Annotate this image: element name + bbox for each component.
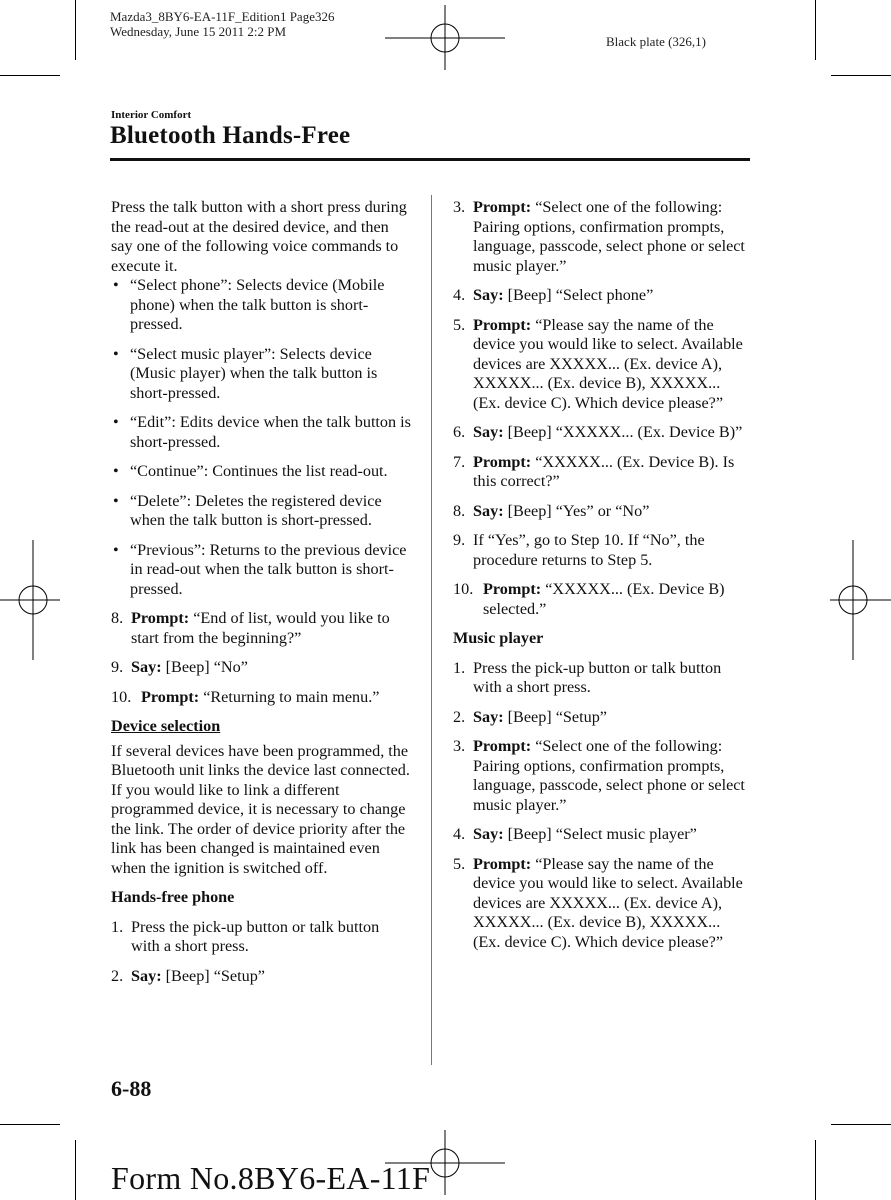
crop-mark	[75, 1140, 76, 1200]
list-item: • “Previous”: Returns to the previous device in read-out when the talk button is short-pressed.	[113, 540, 407, 598]
left-column	[111, 198, 411, 996]
device-selection-heading: Device selection	[111, 717, 221, 735]
step-item: 5. Prompt: “Please say the name of the device you would like to select. Available devices are XXXXX... (Ex. device A), XXXXX... (Ex. device B), XXXXX... (Ex. device C). Which device please?”	[453, 315, 743, 412]
step-item: 2. Say: [Beep] “Setup”	[453, 707, 607, 726]
page-number: 6-88	[111, 1076, 152, 1101]
list-item: • “Delete”: Deletes the registered device when the talk button is short-pressed.	[113, 491, 382, 529]
crop-mark	[831, 75, 891, 76]
page-title: Bluetooth Hands-Free	[110, 122, 351, 149]
list-item: • “Edit”: Edits device when the talk button is short-pressed.	[113, 413, 411, 451]
registration-mark-left	[0, 540, 60, 660]
step-item: 8. Say: [Beep] “Yes” or “No”	[453, 501, 650, 520]
device-selection-paragraph: If several devices have been programmed, the Bluetooth unit links the device last connected. If you would like to link a different programmed device, it is necessary to change the link. The order of device priority after the link has been changed is maintained even when the ignition is switched off.	[111, 741, 410, 877]
print-header-file: Mazda3_8BY6-EA-11F_Edition1 Page326	[110, 9, 335, 24]
crop-mark	[815, 1140, 816, 1200]
voice-command-list	[111, 276, 411, 599]
crop-mark	[0, 1124, 60, 1125]
registration-mark-right	[830, 540, 891, 660]
step-item: 3. Prompt: “Select one of the following: Pairing options, confirmation prompts, language, passcode, select phone or select music player.”	[453, 737, 745, 814]
step-item: 6. Say: [Beep] “XXXXX... (Ex. Device B)”	[453, 423, 743, 441]
crop-mark	[815, 0, 816, 60]
step-item: 7. Prompt: “XXXXX... (Ex. Device B). Is this correct?”	[453, 452, 735, 490]
music-player-heading: Music player	[453, 629, 544, 647]
intro-paragraph: Press the talk button with a short press during the read-out at the desired device, and then say one of the following voice commands to execute it.	[111, 198, 407, 275]
step-item: 4. Say: [Beep] “Select music player”	[453, 825, 697, 843]
step-item: 10. Prompt: “XXXXX... (Ex. Device B) selected.”	[453, 580, 725, 618]
registration-mark-top	[385, 5, 505, 70]
column-divider	[431, 195, 432, 1065]
hands-free-heading: Hands-free phone	[111, 888, 235, 906]
step-item: 8. Prompt: “End of list, would you like to start from the beginning?”	[111, 609, 390, 647]
crop-mark	[831, 1124, 891, 1125]
step-item: 3. Prompt: “Select one of the following: Pairing options, confirmation prompts, language, passcode, select phone or select music player.”	[453, 198, 745, 275]
step-item: 2. Say: [Beep] “Setup”	[111, 966, 265, 985]
print-header-date: Wednesday, June 15 2011 2:2 PM	[110, 24, 287, 39]
crop-mark	[75, 0, 76, 60]
form-number: Form No.8BY6-EA-11F	[111, 1160, 431, 1196]
print-header-plate: Black plate (326,1)	[606, 34, 706, 49]
step-item: 1. Press the pick-up button or talk button with a short press.	[111, 917, 380, 955]
list-item: • “Continue”: Continues the list read-out.	[113, 462, 388, 480]
right-column	[453, 198, 751, 962]
list-item: • “Select music player”: Selects device (Music player) when the talk button is short-pressed.	[113, 344, 378, 402]
section-label: Interior Comfort	[111, 109, 192, 121]
step-item: 10. Prompt: “Returning to main menu.”	[111, 687, 380, 706]
step-item: 9. Say: [Beep] “No”	[111, 658, 248, 676]
list-item: • “Select phone”: Selects device (Mobile phone) when the talk button is short-pressed.	[113, 276, 385, 333]
step-item: 9. If “Yes”, go to Step 10. If “No”, the procedure returns to Step 5.	[453, 531, 705, 569]
step-item: 5. Prompt: “Please say the name of the device you would like to select. Available devices are XXXXX... (Ex. device A), XXXXX... (Ex. device B), XXXXX... (Ex. device C). Which device please?”	[453, 854, 743, 951]
step-item: 1. Press the pick-up button or talk button with a short press.	[453, 658, 722, 696]
step-item: 4. Say: [Beep] “Select phone”	[453, 286, 654, 304]
title-rule	[110, 158, 750, 161]
crop-mark	[0, 75, 60, 76]
